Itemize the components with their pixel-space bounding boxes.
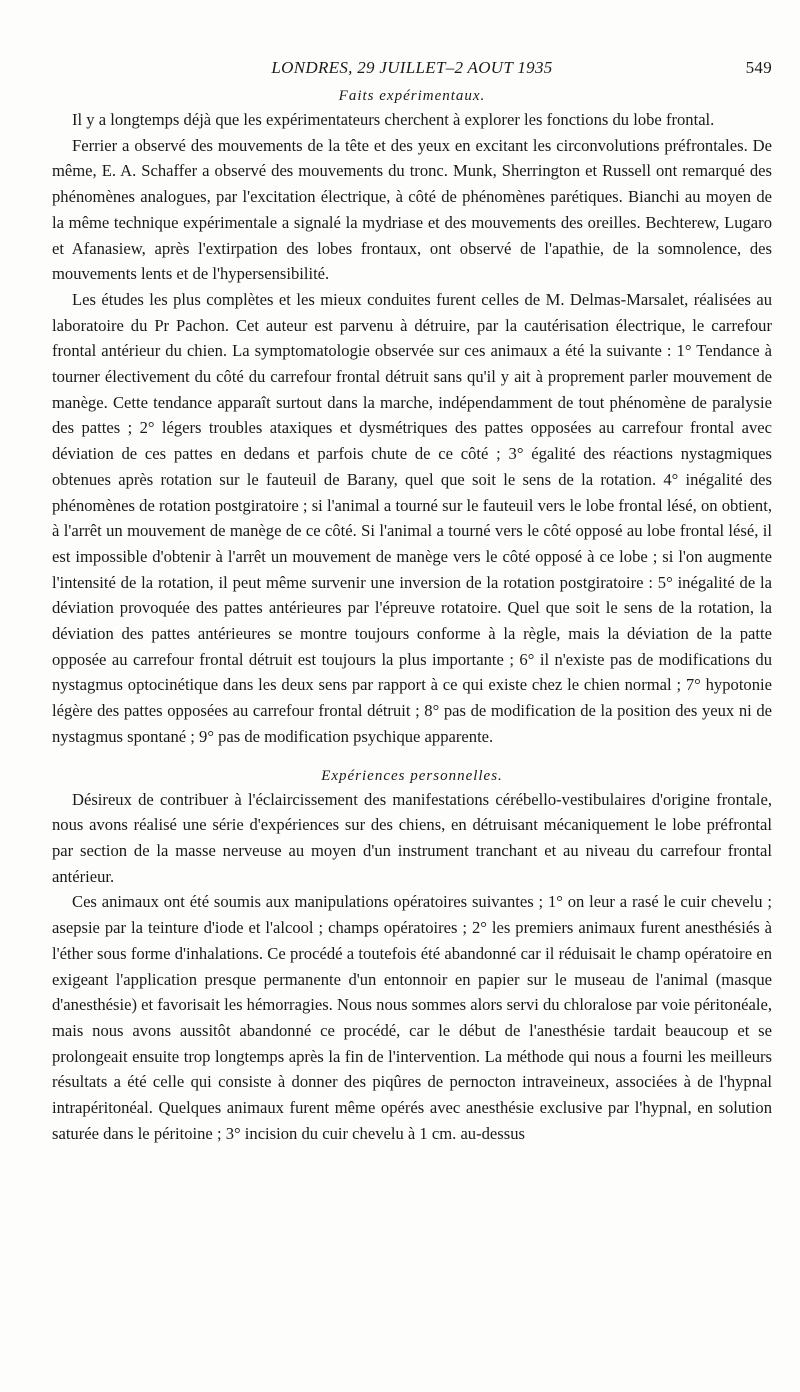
paragraph: Il y a longtemps déjà que les expérimentateurs cherchent à explorer les fonctions du lobe frontal.: [72, 110, 715, 129]
running-title: LONDRES, 29 JUILLET–2 AOUT 1935: [271, 58, 553, 77]
page-number: 549: [745, 58, 772, 77]
paragraph: Ferrier a observé des mouvements de la tête et des yeux en excitant les circonvolutions préfrontales. De même, E. A. Schaffer a observé des mouvements du tronc. Munk, Sherrington et Russell ont remarqué des phénomènes analogues, par l'excitation électrique, à côté de phénomènes parétiques. Bianchi au moyen de la même technique expérimentale a signalé la mydriase et des mouvements des oreilles. Bechterew, Lugaro et Afanasiew, après l'extirpation des lobes frontaux, ont observé de l'apathie, de la somnolence, des mouvements lents et de l'hypersensibilité.: [52, 135, 772, 284]
section-title-experiences-personnelles: Expériences personnelles.: [321, 767, 503, 784]
section-title-faits-experimentaux: Faits expérimentaux.: [338, 88, 486, 104]
paragraph: Les études les plus complètes et les mieux conduites furent celles de M. Delmas-Marsalet, réalisées au laboratoire du Pr Pachon. Cet auteur est parvenu à détruire, par la cautérisation électrique, le carrefour frontal antérieur du chien. La symptomatologie observée sur ces animaux a été la suivante : 1° Tendance à tourner électivement du côté du carrefour frontal détruit sans qu'il y ait à proprement parler mouvement de manège. Cette tendance apparaît surtout dans la marche, indépendamment de tout phénomène de paralysie des pattes ; 2° légers troubles ataxiques et dysmétriques des pattes opposées au carrefour frontal avec déviation de ces pattes en dedans et parfois chute de ce côté ; 3° égalité des réactions nystagmiques obtenues après rotation sur le fauteuil de Barany, quel que soit le sens de la rotation. 4° inégalité des phénomènes de rotation postgiratoire ; si l'animal a tourné sur le fauteuil vers le lobe frontal lésé, on obtient, à l'arrêt un mouvement de manège de ce côté. Si l'animal a tourné vers le côté opposé au lobe frontal lésé, il est impossible d'obtenir à l'arrêt un mouvement de manège vers le côté opposé à ce lobe ; si l'on augmente l'intensité de la rotation, il peut même survenir une inversion de la rotation postgiratoire : 5° inégalité de la déviation provoquée des pattes antérieures par l'épreuve rotatoire. Quel que soit le sens de la rotation, la déviation des pattes antérieures se montre toujours conforme à la règle, mais la déviation de la patte opposée au carrefour frontal détruit est toujours la plus importante ; 6° il n'existe pas de modifications du nystagmus optocinétique dans les deux sens par rapport à ce qui existe chez le chien normal ; 7° hypotonie légère des pattes opposées au carrefour frontal détruit ; 8° pas de modification de la position des yeux ni de nystagmus spontané ; 9° pas de modification psychique apparente.: [52, 289, 772, 746]
paragraph: Ces animaux ont été soumis aux manipulations opératoires suivantes ; 1° on leur a rasé le cuir chevelu ; asepsie par la teinture d'iode et l'alcool ; champs opératoires ; 2° les premiers animaux furent anesthésiés à l'éther sous forme d'inhalations. Ce procédé a toutefois été abandonné car il réduisait le champ opératoire en exigeant l'application presque permanente d'un entonnoir en papier sur le museau de l'animal (masque d'anesthésie) et favorisait les hémorragies. Nous nous sommes alors servi du chloralose par voie péritonéale, mais nous avons aussitôt abandonné ce procédé, car le début de l'anesthésie tardait beaucoup et se prolongeait ensuite trop longtemps après la fin de l'intervention. La méthode qui nous a fourni les meilleurs résultats a été celle qui consiste à donner des piqûres de pernocton intraveineux, associées à de l'hypnal intrapéritonéal. Quelques animaux furent même opérés avec anesthésie exclusive par l'hypnal, en solution saturée dans le péritoine ; 3° incision du cuir chevelu à 1 cm. au-dessus: [52, 892, 772, 1143]
running-header: [52, 58, 772, 84]
paragraph: Désireux de contribuer à l'éclaircissement des manifestations cérébello-vestibulaires d'origine frontale, nous avons réalisé une série d'expériences sur des chiens, en détruisant mécaniquement le lobe préfrontal par section de la masse nerveuse au moyen d'un instrument tranchant et au niveau du carrefour frontal antérieur.: [52, 789, 772, 886]
